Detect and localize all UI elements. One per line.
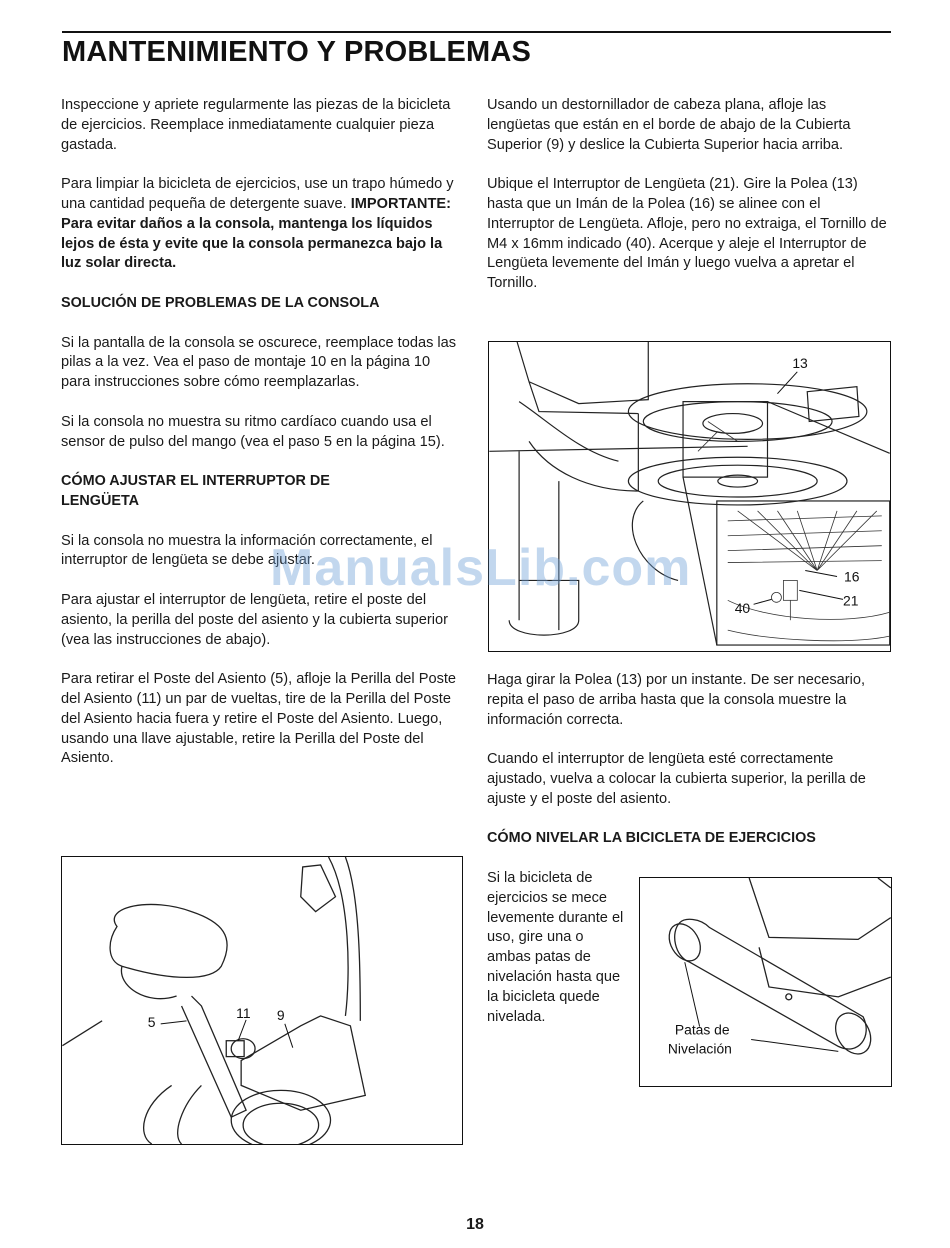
paragraph-reassemble: Cuando el interruptor de lengüeta esté correctamente ajustado, vuelva a colocar la cubierta superior, la perilla de ajuste y el poste del asiento.: [487, 751, 866, 807]
paragraph-remove-cover: Usando un destornillador de cabeza plana, afloje las lengüetas que están en el borde de abajo de la Cubierta Superior (9) y deslice la Cubierta Superior hacia arriba.: [487, 97, 851, 153]
figure-leveling-feet: [639, 877, 892, 1087]
paragraph-clean: [61, 175, 457, 274]
paragraph-spin-pulley: Haga girar la Polea (13) por un instante. De ser necesario, repita el paso de arriba hasta que la consola muestre la información correcta.: [487, 672, 866, 728]
pulley-illustration: [489, 342, 890, 651]
callout-13: 13: [792, 354, 808, 371]
paragraph-remove-seat-post: Para retirar el Poste del Asiento (5), afloje la Perilla del Poste del Asiento (11) un par de vueltas, tire de la Perilla del Poste del Asiento hacia fuera y retire el Poste del Asiento. Luego, usando una llave ajustable, retire la Perilla del Poste del Asiento.: [61, 671, 457, 767]
watermark: ManualsLib.com: [270, 539, 692, 597]
paragraph-locate-switch: Ubique el Interruptor de Lengüeta (21). Gire la Polea (13) hasta que un Imán de la Polea (16) se alinee con el Interruptor de Lengüeta. Afloje, pero no extraiga, el Tornillo de M4 x 16mm indicado (40). Acerque y aleje el Interruptor de Lengüeta levemente del Imán y luego vuelva a apretar el Tornillo.: [487, 176, 887, 292]
heading-console-troubleshooting: SOLUCIÓN DE PROBLEMAS DE LA CONSOLA: [61, 294, 380, 311]
paragraph-leveling: Si la bicicleta de ejercicios se mece levemente durante el uso, gire una o ambas patas de nivelación hasta que la bicicleta quede nivelada.: [487, 870, 624, 1025]
heading-leveling: CÓMO NIVELAR LA BICICLETA DE EJERCICIOS: [487, 830, 816, 847]
figure-seat-post: [61, 856, 463, 1145]
paragraph-display-dark: Si la pantalla de la consola se oscurece, reemplace todas las pilas a la vez. Vea el paso de montaje 10 en la página 10 para instrucciones sobre cómo reemplazarlas.: [61, 334, 457, 391]
heading-reed-switch: [61, 472, 457, 512]
paragraph-adjust-steps: Para ajustar el interruptor de lengüeta, retire el poste del asiento, la perilla del poste del asiento y la cubierta superior (vea las instrucciones de abajo).: [61, 591, 448, 648]
right-column-lower: [487, 671, 889, 869]
heading-reed-switch-line2: LENGÜETA: [61, 492, 140, 509]
figure-pulley-reed-switch: [488, 341, 891, 652]
left-column: [61, 96, 457, 789]
clean-text: Para limpiar la bicicleta de ejercicios, use un trapo húmedo y una cantidad pequeña de detergente suave.: [61, 176, 454, 212]
page-number: 18: [466, 1216, 484, 1233]
title-rule: [62, 31, 891, 33]
callout-9: 9: [276, 1006, 285, 1023]
callout-21: 21: [843, 592, 859, 609]
callout-5: 5: [147, 1013, 156, 1030]
leveling-illustration: [640, 878, 891, 1086]
page-title: MANTENIMIENTO Y PROBLEMAS: [62, 36, 532, 68]
important-warning: IMPORTANTE: Para evitar daños a la consola, mantenga los líquidos lejos de ésta y evite que la consola permanezca bajo la luz solar directa.: [61, 195, 451, 272]
callout-11: 11: [236, 1004, 251, 1021]
right-column: [487, 96, 889, 314]
paragraph-adjust-needed: Si la consola no muestra la información correctamente, el interruptor de lengüeta se debe ajustar.: [61, 532, 433, 569]
seat-post-illustration: [62, 857, 462, 1144]
paragraph-inspect: Inspeccione y apriete regularmente las piezas de la bicicleta de ejercicios. Reemplace inmediatamente cualquier pieza gastada.: [61, 97, 451, 153]
leveling-label-line1: Patas de: [674, 1021, 730, 1038]
heading-reed-switch-line1: CÓMO AJUSTAR EL INTERRUPTOR DE: [61, 473, 330, 490]
callout-40: 40: [734, 600, 751, 617]
leveling-label-line2: Nivelación: [667, 1040, 732, 1057]
callout-16: 16: [844, 568, 860, 585]
paragraph-heart-rate: Si la consola no muestra su ritmo cardíaco cuando usa el sensor de pulso del mango (vea el paso 5 en la página 15).: [61, 413, 445, 450]
